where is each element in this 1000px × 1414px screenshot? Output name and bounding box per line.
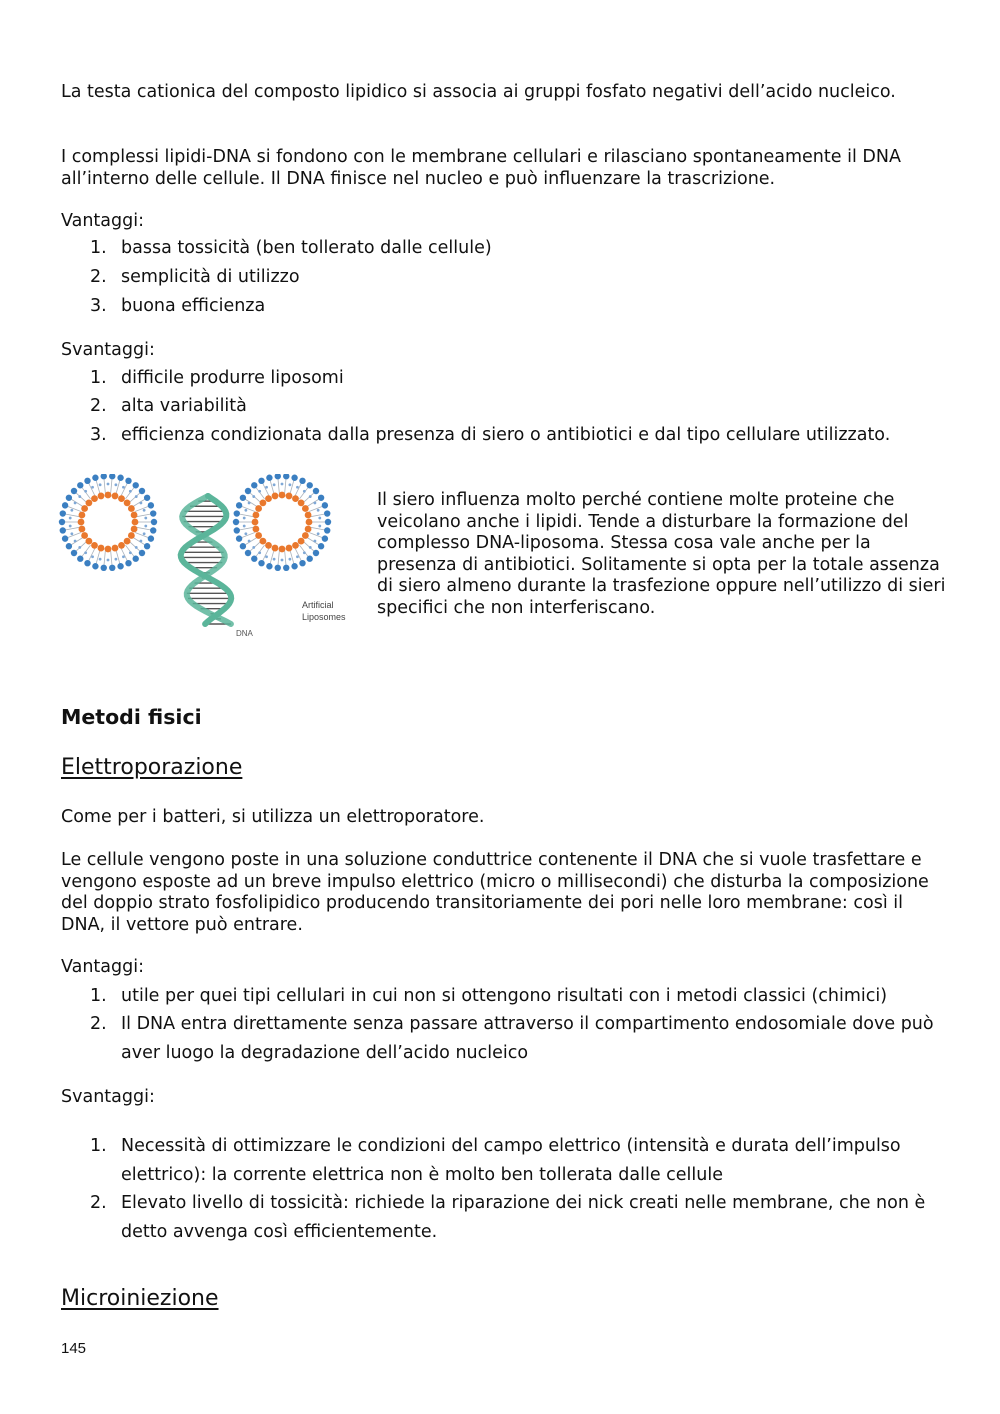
liposome-right xyxy=(233,474,331,571)
subsection-title-electroporation: Elettroporazione xyxy=(61,755,243,780)
serum-paragraph: Il siero influenza molto perché contiene molte proteine che veicolano anche i lipidi. Tende a disturbare la formazione del complesso DNA-liposoma. Stessa cosa vale anche per la presenza di antibiotici. Solitamente si opta per la totale assenza di siero almeno durante la trasfezione oppure nell’utilizzo di sieri specifici che non interferiscano. xyxy=(377,490,946,618)
disadvantages-label: Svantaggi: xyxy=(61,340,155,360)
liposomes-caption-line1: Artificial xyxy=(302,600,334,610)
advantages-label: Vantaggi: xyxy=(61,211,144,231)
paragraph-cationic-head: La testa cationica del composto lipidico si associa ai gruppi fosfato negativi dell’acido nucleico. xyxy=(61,82,896,102)
disadvantages-label: Svantaggi: xyxy=(61,1087,155,1107)
paragraph-electroporation-process: Le cellule vengono poste in una soluzione conduttrice contenente il DNA che si vuole trasfettare e vengono esposte ad un breve impulso elettrico (micro o millisecondi) che disturba la composizione del doppio strato fosfolipidico producendo transitoriamente dei pori nelle loro membrane: così il DNA, il vettore può entrare. xyxy=(61,850,929,935)
page-number: 145 xyxy=(61,1340,87,1357)
paragraph-electroporator: Come per i batteri, si utilizza un elettroporatore. xyxy=(61,807,485,827)
subsection-title-microinjection: Microiniezione xyxy=(61,1286,219,1311)
section-title: Metodi fisici xyxy=(61,705,202,729)
dna-caption: DNA xyxy=(236,629,253,638)
liposomes-caption-line2: Liposomes xyxy=(302,612,346,622)
advantages-label: Vantaggi: xyxy=(61,957,144,977)
liposome-dna-figure xyxy=(58,474,364,644)
document-page: La testa cationica del composto lipidico si associa ai gruppi fosfato negativi dell’acido nucleico. I complessi lipidi-DNA si fondono con le membrane cellulari e rilasciano spontaneamente il DNA all’interno delle cellule. Il DNA finisce nel nucleo e può influenzare la trascrizione. Vantaggi: 1. bassa tossicità (ben tollerato dalle cellule) 2. semplicità di utilizzo 3. buona efficienza Svantaggi: 1. difficile produrre liposomi 2. alta variabilità 3. efficienza condizionata dalla presenza di siero o antibiotici e dal tipo cellulare utilizzato. DNA Artificial Liposomes Il siero influenza molto perché contiene molte proteine che veicolano anche i lipidi. Tende a disturbare la formazione del complesso DNA-liposoma. Stessa cosa vale anche per la presenza di antibiotici. Solitamente si opta per la totale assenza di siero almeno durante la trasfezione oppure nell’utilizzo di sieri specifici che non interferiscano. Metodi fisici Elettroporazione Come per i batteri, si utilizza un elettroporatore. Le cellule vengono poste in una soluzione conduttrice contenente il DNA che si vuole trasfettare e vengono esposte ad un breve impulso elettrico (micro o millisecondi) che disturba la composizione del doppio strato fosfolipidico producendo transitoriamente dei pori nelle loro membrane: così il DNA, il vettore può entrare. Vantaggi: 1. utile per quei tipi cellulari in cui non si ottengono risultati con i metodi classici (chimici) 2. Il DNA entra direttamente senza passare attraverso il compartimento endosomiale dove può aver luogo la degradazione dell’acido nucleico Svantaggi: 1. Necessità di ottimizzare le condizioni del campo elettrico (intensità e durata dell’impulso elettrico): la corrente elettrica non è molto ben tollerata dalle cellule 2. Elevato livello di tossicità: richiede la riparazione dei nick creati nelle membrane, che non è detto avvenga così efficientemente. Microiniezione 145 xyxy=(0,0,1000,1414)
liposome-left xyxy=(59,474,157,571)
dna-helix xyxy=(181,496,232,624)
paragraph-lipid-dna-complexes: I complessi lipidi-DNA si fondono con le membrane cellulari e rilasciano spontaneamente il DNA all’interno delle cellule. Il DNA finisce nel nucleo e può influenzare la trascrizione. xyxy=(61,147,901,189)
liposome-dna-illustration xyxy=(58,474,364,644)
